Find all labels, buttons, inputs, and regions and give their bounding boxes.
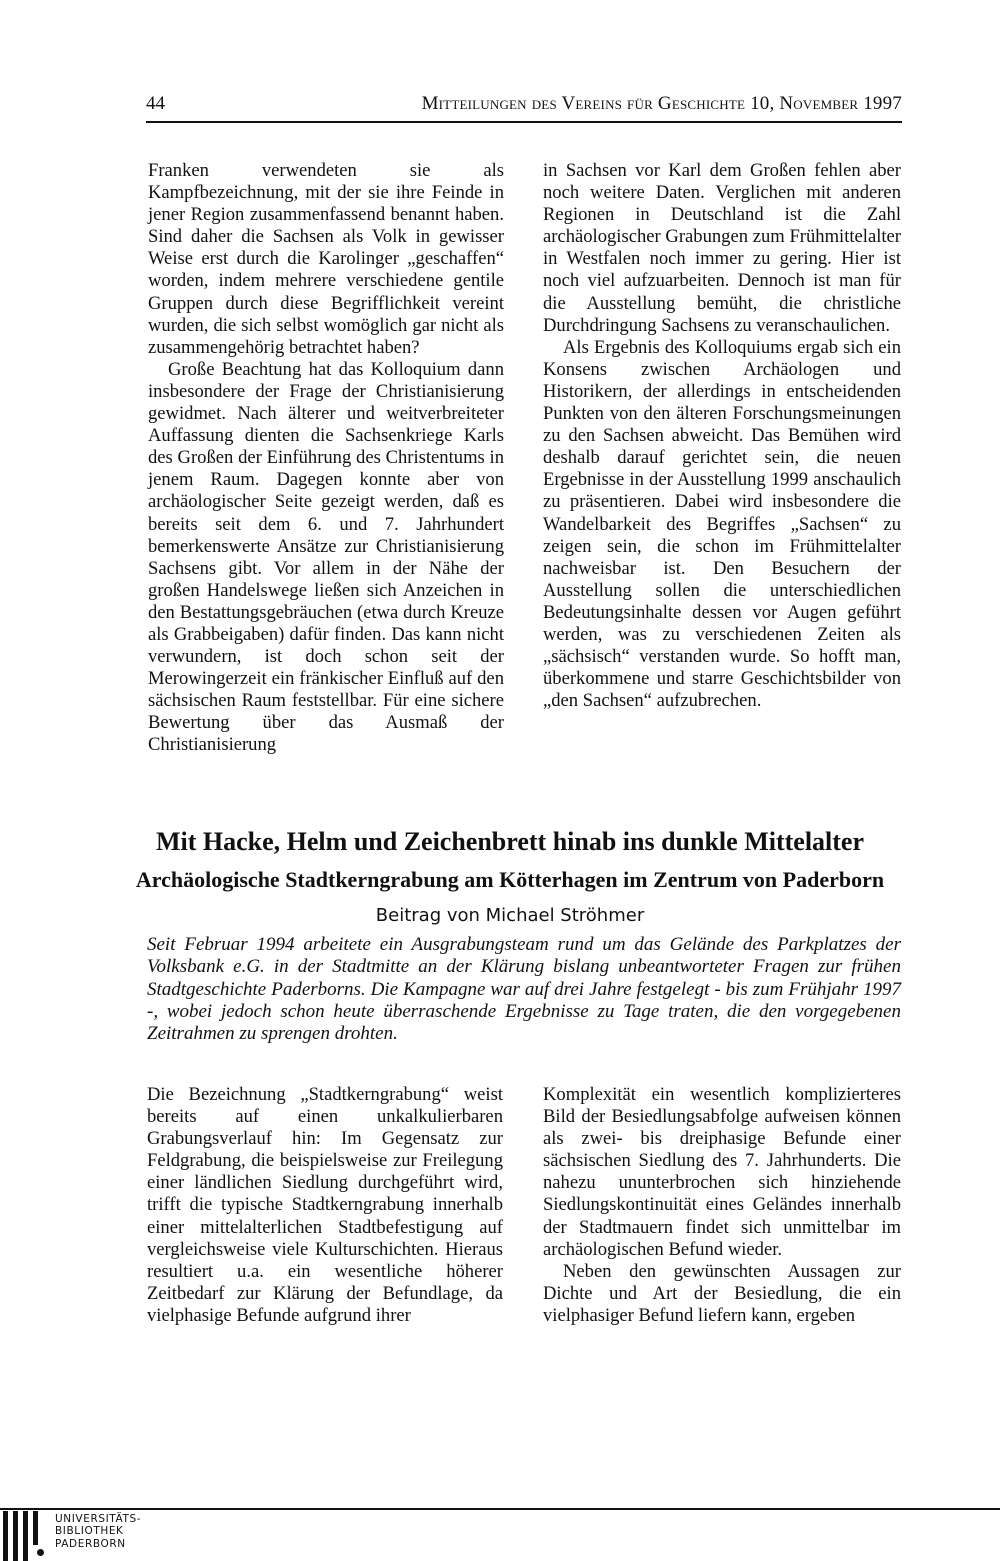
logo-line: BIBLIOTHEK	[55, 1525, 124, 1538]
paragraph: Franken verwendeten sie als Kampfbezeichnung, mit der sie ihre Feinde in jener Region zusammenfassend benannt haben. Sind daher die Sachsen als Volk in gewisser Weise erst durch die Karolinger „geschaffen“ worden, indem mehrere verschiedene gentile Gruppen durch diese Begrifflichkeit vereint wurden, die sich selbst womöglich gar nicht als zusammengehörig betrachtet haben?	[148, 160, 504, 358]
article-abstract: Seit Februar 1994 arbeitete ein Ausgrabungsteam rund um das Gelände des Parkplatzes der Volksbank e.G. in der Stadtmitte an der Klärung bislang unbeantworteter Fragen zur frühen Stadtgeschichte Paderborns. Die Kampagne war auf drei Jahre festgelegt - bis zum Frühjahr 1997 -, wobei jedoch schon heute überraschende Ergebnisse zu Tage traten, die den vorgegebenen Zeitrahmen zu sprengen drohten.	[147, 934, 901, 1045]
header-divider	[146, 121, 902, 123]
article-subtitle: Archäologische Stadtkerngrabung am Kötterhagen im Zentrum von Paderborn	[135, 867, 885, 892]
page-header	[146, 93, 902, 119]
article-byline: Beitrag von Michael Ströhmer	[375, 905, 645, 926]
page-number: 44	[146, 93, 165, 114]
paragraph: Neben den gewünschten Aussagen zur Dichte und Art der Besiedlung, die ein vielphasiger Befund liefern kann, ergeben	[543, 1260, 901, 1326]
article-right-column	[543, 1084, 901, 1327]
paragraph: in Sachsen vor Karl dem Großen fehlen aber noch weitere Daten. Verglichen mit anderen Regionen in Deutschland ist die Zahl archäologischer Grabungen zum Frühmittelalter in Westfalen noch immer zu gering. Hier ist noch viel aufzuarbeiten. Dennoch ist man für die Ausstellung bemüht, die christliche Durchdringung Sachsens zu veranschaulichen.	[543, 160, 901, 336]
paragraph: Die Bezeichnung „Stadtkerngrabung“ weist bereits auf einen unkalkulierbaren Grabungsverlauf hin: Im Gegensatz zur Feldgrabung, die beispielsweise zur Freilegung einer ländlichen Siedlung durchgeführt wird, trifft die typische Stadtkerngrabung innerhalb einer mittelalterlichen Stadtbefestigung auf vergleichsweise viele Kulturschichten. Hieraus resultiert u.a. ein wesentliche höherer Zeitbedarf zur Klärung der Befundlage, da vielphasige Befunde aufgrund ihrer	[147, 1084, 503, 1326]
logo-line: UNIVERSITÄTS-	[55, 1513, 142, 1525]
logo-dot-icon	[37, 1549, 44, 1556]
paragraph: Große Beachtung hat das Kolloquium dann insbesondere der Frage der Christianisierung gewidmet. Nach älterer und weitverbreiteter Auffassung dienten die Sachsenkriege Karls des Großen der Einführung des Christentums in jenem Raum. Dagegen konnte aber von archäologischer Seite gezeigt werden, daß es bereits seit dem 6. und 7. Jahrhundert bemerkenswerte Ansätze zur Christianisierung Sachsens gibt. Vor allem in der Nähe der großen Handelswege ließen sich Anzeichen in den Bestattungsgebräuchen (etwa durch Kreuze als Grabbeigaben) dafür finden. Das kann nicht verwundern, ist doch schon seit der Merowingerzeit ein fränkischer Einfluß auf den sächsischen Raum feststellbar. Für eine sichere Bewertung über das Ausmaß der Christianisierung	[148, 358, 504, 756]
footer-divider	[0, 1508, 1000, 1510]
paragraph: Als Ergebnis des Kolloquiums ergab sich ein Konsens zwischen Archäologen und Historikern, der allerdings in entscheidenden Punkten von den älteren Forschungsmeinungen zu den Sachsen abweicht. Das Bemühen wird deshalb darauf gerichtet sein, die neuen Ergebnisse in der Ausstellung 1999 anschaulich zu präsentieren. Dabei wird insbesondere die Wandelbarkeit des Begriffes „Sachsen“ zu zeigen sein, die schon im Frühmittelalter nachweisbar ist. Den Besuchern der Ausstellung sollen die unterschiedlichen Bedeutungsinhalte dessen vor Augen geführt werden, was zu verschiedenen Zeiten als „sächsisch“ verstanden wurde. So hofft man, überkommene und starre Geschichtsbilder von „den Sachsen“ aufzubrechen.	[543, 336, 901, 712]
logo-line: PADERBORN	[55, 1537, 126, 1550]
article-left-column	[147, 1084, 503, 1327]
paragraph: Komplexität ein wesentlich komplizierteres Bild der Besiedlungsabfolge aufweisen können als zwei- bis dreiphasige Befunde einer sächsischen Siedlung des 7. Jahrhunderts. Die nahezu ununterbrochen sich hinziehende Siedlungskontinuität eines Geländes innerhalb der Stadtmauern findet sich unmittelbar im archäologischen Befund wieder.	[543, 1084, 901, 1260]
top-left-column	[148, 160, 504, 757]
running-head: Mitteilungen des Vereins für Geschichte 10, November 1997	[421, 93, 902, 114]
top-right-column	[543, 160, 901, 712]
article-title: Mit Hacke, Helm und Zeichenbrett hinab ins dunkle Mittelalter	[155, 827, 865, 856]
library-logo-text	[55, 1513, 141, 1550]
